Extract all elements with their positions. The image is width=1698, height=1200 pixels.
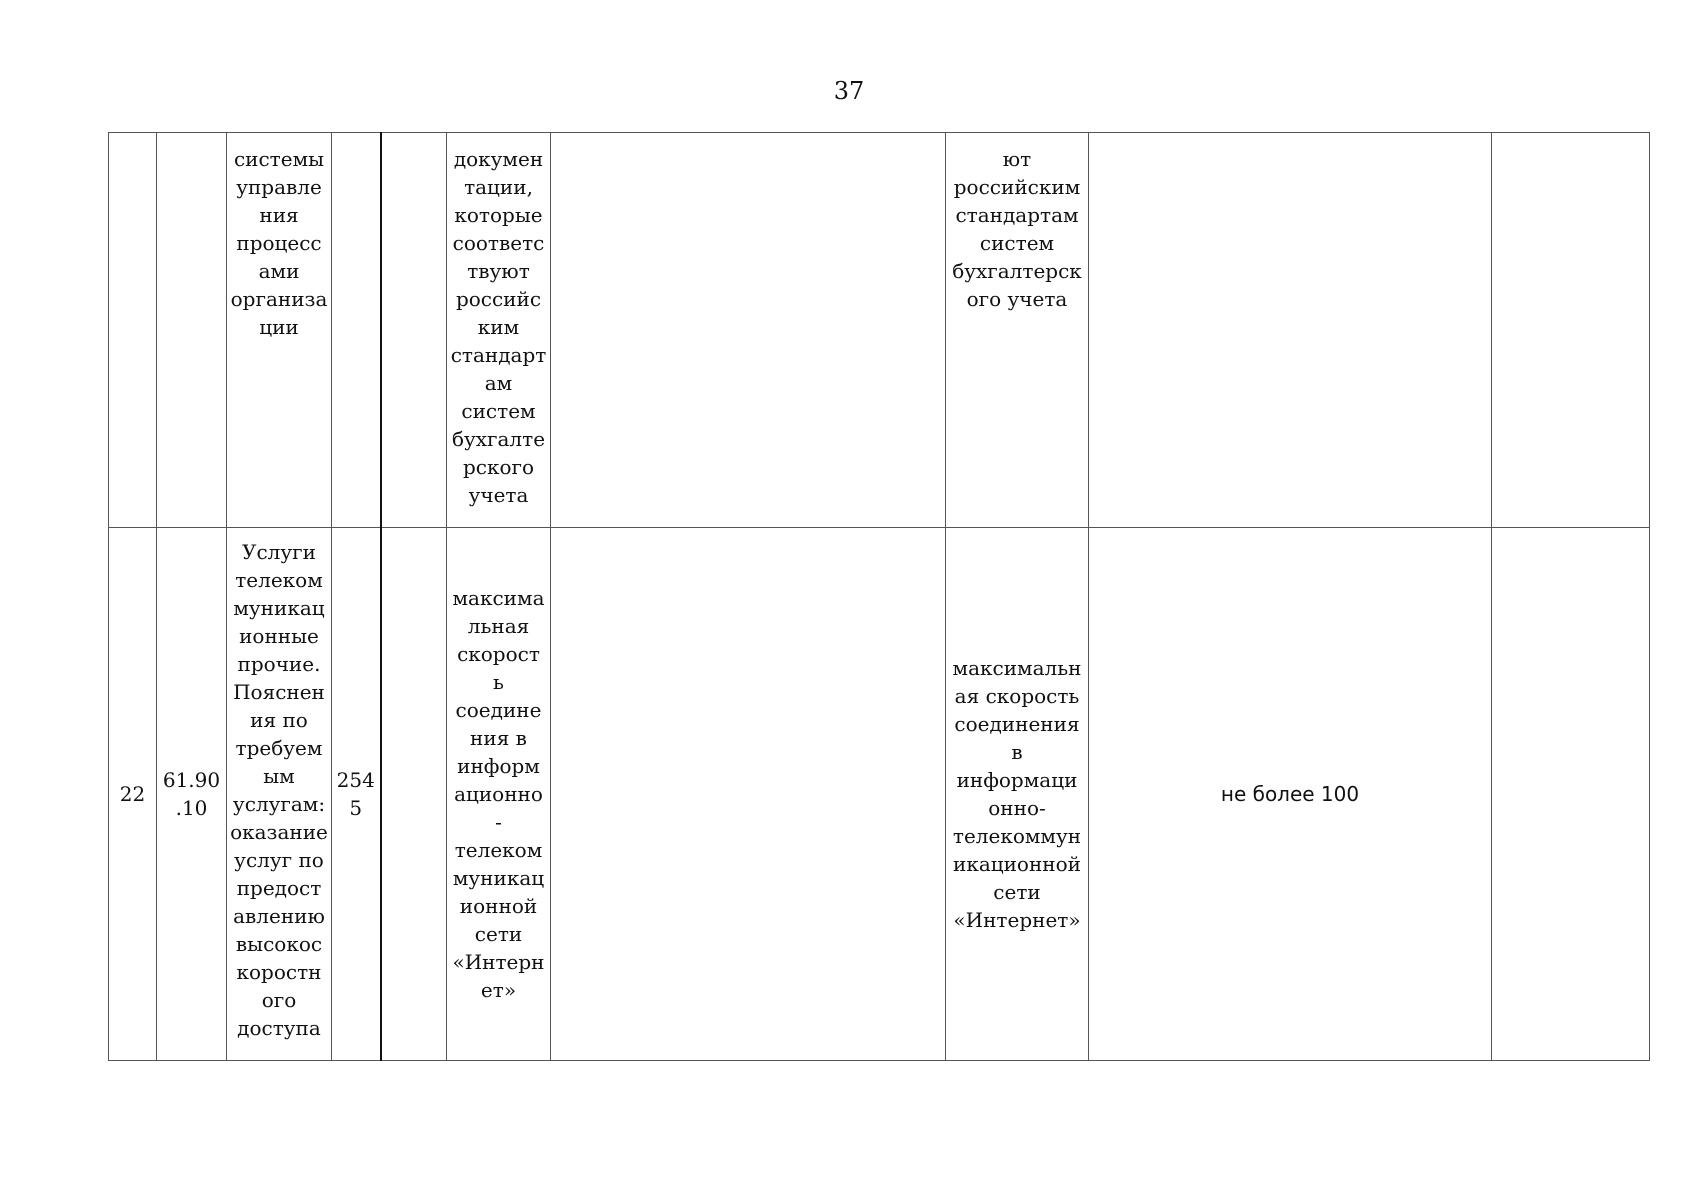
page-number: 37 (833, 77, 865, 105)
cell-unit (381, 528, 447, 1061)
table-row-continuation (109, 133, 1650, 528)
cell-code (157, 133, 227, 528)
cell-characteristic: докумен тации, которые соответс твуют российс ким стандарт ам систем бухгалте рского учета (447, 133, 551, 528)
cell-code: 61.90 .10 (157, 528, 227, 1061)
cell-justification (1492, 133, 1650, 528)
cell-name: системы управле ния процесс ами организа ции (227, 133, 332, 528)
cell-okei-code: 254 5 (332, 528, 381, 1061)
cell-characteristic-2-value: не более 100 (1089, 528, 1492, 1061)
cell-okei-code (332, 133, 381, 528)
cell-number (109, 133, 157, 528)
requirements-table (108, 132, 1650, 1061)
cell-characteristic-value (551, 528, 946, 1061)
cell-unit (381, 133, 447, 528)
cell-number: 22 (109, 528, 157, 1061)
table-row-22 (109, 528, 1650, 1061)
cell-justification (1492, 528, 1650, 1061)
cell-characteristic-value (551, 133, 946, 528)
cell-name: Услуги телеком муникац ионные прочие. Пояснен ия по требуем ым услугам: оказание услуг по предост авлению высокос коростн ого доступа (227, 528, 332, 1061)
cell-characteristic-2-value (1089, 133, 1492, 528)
cell-characteristic-2: максимальн ая скорость соединения в информаци онно- телекоммун икационной сети «Интернет» (946, 528, 1089, 1061)
cell-characteristic: максима льная скорост ь соедине ния в информ ационно - телеком муникац ионной сети «Интерн ет» (447, 528, 551, 1061)
cell-characteristic-2: ют российским стандартам систем бухгалтерск ого учета (946, 133, 1089, 528)
